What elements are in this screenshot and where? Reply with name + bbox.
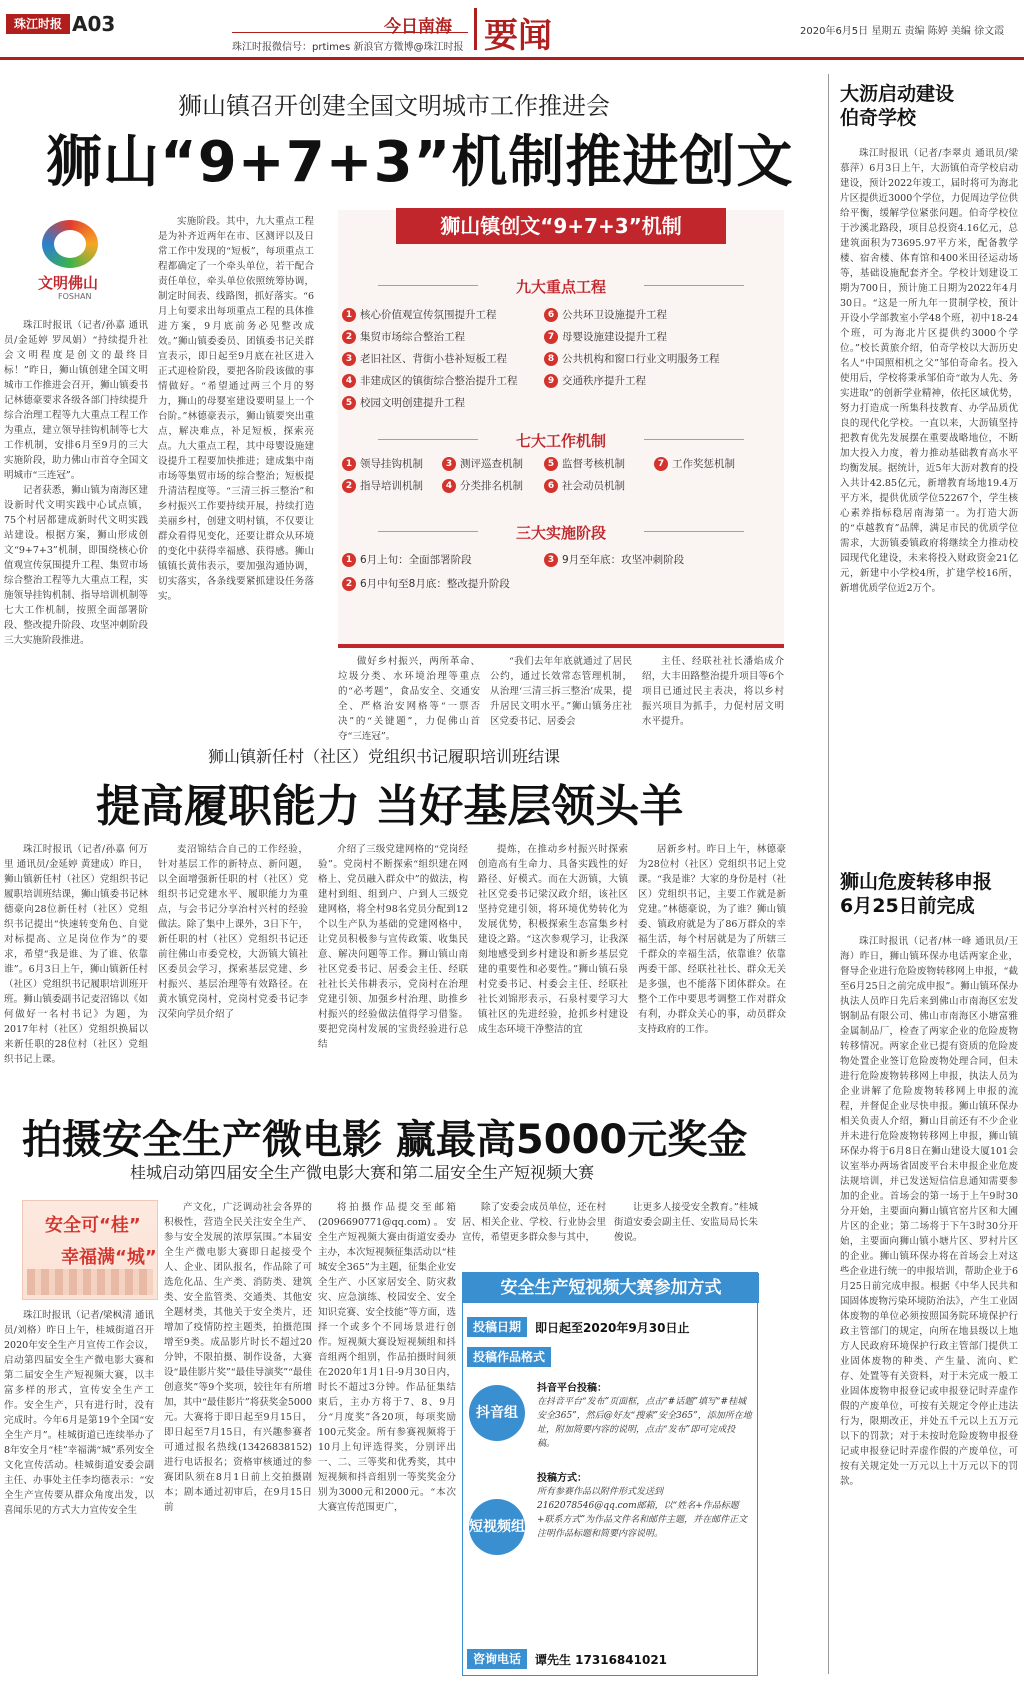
format-tag: 投稿作品格式 [467,1347,551,1367]
list-item: 7 母婴设施建设提升工程 [544,329,667,344]
article1-column-1: 珠江时报讯（记者/孙嘉 通讯员/金延婷 罗凤娟）“持续提升社会文明程度是创文的最终目标！”昨日，狮山镇创建全国文明城市工作推进会召开，狮山镇委书记林德豪要求各级各部门持续提升综合治理工程等九大重点工程工作为重点，建立领导挂钩机制等七大工作机制，安排6月至9月的三大实施阶段，助力佛山市首夺全国文明城市“三连冠”。 记者获悉，狮山镇为南海区建设新时代文明实践中心试点镇，75个村居都建成新时代文明实践站建设。根据方案，狮山形成创文“9+7+3”机制，即围绕核心价值观宣传氛围提升工程、集贸市场综合整治工程等九大重点工程，实施领导挂钩机制、指导培训机制等七大工作机制，按照全面部署阶段、整改提升阶段、攻坚冲刺阶段三大实施阶段推进。 [4,320,148,646]
infographic-title: 狮山镇创文“9+7+3”机制 [396,208,726,244]
list-item: 6 公共环卫设施提升工程 [544,307,667,322]
short-video-group-badge: 短视频组 [469,1499,525,1555]
article3-column-4: 除了安委会成员单位，还在村居、相关企业、学校、行业协会里宣传，希望更多群众参与其中， [462,1202,606,1243]
swirl-icon [42,220,98,268]
right-article1-headline-2: 伯奇学校 [840,107,917,129]
article2-column-5: 居新乡村。昨日上午，林德豪为28位村（社区）党组织书记上党课。“我是谁？大家的身份是村（社区）党组织书记，主要工作就是新党建。”林德豪说，为了谁？狮山镇委、镇政府就是为了86万群众的幸福生活，每个村居就是为了所辖三千群众的幸福生活，依靠谁？依靠两委干部、经联社社长、群众无关是多强，也不能落下团体群众。在整个工作中要思考调整工作对群众有利，办群众关心的事，动员群众支持政府的工作。 [638,844,786,1035]
list-item: 3 老旧社区、背街小巷补短板工程 [342,351,507,366]
paper-logo: 珠江时报 [6,14,70,34]
right-article1-body: 珠江时报讯（记者/李翠贞 通讯员/梁慕萍）6月3日上午，大沥镇伯奇学校启动建设，预计2022年竣工，届时将可为海北片区提供近3000个学位，力促周边学位供给平衡，缓解学位紧张问题。伯奇学校位于沙溪北路段，项目总投资4.16亿元，总建筑面积为73695.97平方米，配备教学楼、宿舍楼、体育馆和400米田径运动场等，基础设施配套齐全。学校计划建设工期为700日，预计施工日期为2022年4月30日。“这是一所九年一贯制学校，预计开设小学部教室小学48个班，初中18-24个班，可为海北片区提供约3000个学位。”校长黄旅介绍，伯奇学校以大沥历史名人“中国照相机之父”邹伯奇命名。投入使用后，学校将秉承邹伯奇“敢为人先、务实进取”的创新学业精神，依托区域优势，努力打造成一所集科技教育、办学品质优良的现代化学校。一直以来，大沥镇坚持把教育优先发展摆在重要战略地位，不断加大投入力度，着力推动基础教育高水平均衡发展。据统计，近5年大沥对教育的投入共计42.85亿元，新增教育场地19.4万平方米，提供优质学位52267个，学生核心素养指标稳居南海第一。为打造大沥的“卓越教育”品牌，满足市民的优质学位需求，大沥镇委镇政府将继续全力推动校园现代化建设，未来将投入财政资金21亿元，新建中小学校4所，扩建学校16所，新增优质学位近2万个。 [840,148,1018,594]
social-info: 珠江时报微信号：prtimes 新浪官方微博@珠江时报 [232,42,464,53]
list-item: 2 指导培训机制 [342,478,423,493]
article2-subtitle: 狮山镇新任村（社区）党组织书记履职培训班结课 [208,747,561,766]
article2-column-4: 提炼，在推动乡村振兴时探索创造高有生命力、具备实践性的好路径、好模式。而在大沥镇，大镇社区党委书记梁汉政介绍，该社区坚持党建引领，将环境优势转化为发展优势，积极探索生态富集乡村建设之路。“这次参观学习，让我深刻地感受到乡村建设和新乡基层党建的重要性和必要性。”狮山镇石泉村党委书记、村委会主任、经联社社长刘锦形表示，石泉村要学习大镇社区的先进经验，抢抓乡村建设成生态环境干净整洁的宜 [478,844,628,1035]
list-item: 3 9月至年底：攻坚冲刺阶段 [544,552,684,567]
article3-column-2: 产文化，广泛调动社会各界的积极性，营造全民关注安全生产、参与安全发展的浓厚氛围。”本届安全生产微电影大赛即日起接受个人、企业、团队报名，作品除了可选危化品、生产类、消防类、建筑类、安全监管类、交通类、其他安全题材类，其他关于安全类片，还增加了疫情防控主题类，拍摄范围增至9类。成品影片时长不超过20分钟，不限拍摄、制作设备，大赛设“最佳影片奖”“最佳导演奖”“最佳创意奖”等9个奖项，较往年有所增加，其中“最佳影片”将获奖金5000元。大赛将于即日起至9月15日，即日起至7月15日，有兴趣参赛者可通过报名热线(13426838152)进行电话报名；资格审核通过的参赛团队须在8月1日前上交拍摄剧本；剧本通过初审后，在9月15日前 [164,1202,312,1513]
article1-column-4: “我们去年年底就通过了居民公约，通过长效常态管理机制，从治理‘三清三拆三整治’成果，提升居民文明水平。”狮山镇务庄社区党委书记、居委会 [490,656,632,727]
list-item: 7 工作奖惩机制 [654,456,735,471]
civilized-foshan-logo [20,220,120,310]
douyin-instructions: 在抖音平台“发布”页面框，点击“#话题”填写“#桂城安全365”，然后@好友“搜索”安全365”，添加所在地址，附加简要内容的说明，点击“发布”即可完成投稿。 [537,1397,752,1449]
city-skyline-icon [27,1269,153,1295]
section-seven-title: 七大工作机制 [515,432,606,450]
date-value: 即日起至2020年9月30日止 [535,1321,690,1335]
section-nine-title: 九大重点工程 [515,278,606,296]
article1-subtitle: 狮山镇召开创建全国文明城市工作推进会 [178,92,610,120]
list-item: 6 社会动员机制 [544,478,625,493]
logo-text: 文明佛山 [38,274,99,292]
list-item: 4 非建成区的镇街综合整治提升工程 [342,373,518,388]
article2-column-3: 介绍了三级党建网格的“党岗经验”。党岗村不断探索“组织建在网格上、党员融入群众中”的做法，构建村到组、组到户、户到人三级党建网格，将全村98名党员分配到12个以生产队为基础的党建网格中，让党员积极参与宣传政策、收集民意、解决问题等工作。狮山镇山南社区党委书记、居委会主任、经联社社长关伟耕表示，党岗村在治理党建引领、加强乡村治理、助推乡村振兴的经验做法值得学习借鉴。要把党岗村发展的宝贵经验进行总结 [318,844,468,1050]
article1-column-2: 实施阶段。其中，九大重点工程是为补齐近两年在市、区测评以及日常工作中发现的“短板”，每项重点工程都确定了一个牵头单位，若干配合责任单位，牵头单位依照统筹协调，制定时间表、线路图，抓好落实。“6月上旬要求出每项重点工程的具体推进方案，9月底前务必见整改成效。”狮山镇委委员、团镇委书记关群宣表示，即日起至9月底在社区进入正式迎检阶段，要把各阶段该做的事情做好。“希望通过两三个月的努力，狮山的母婴室建设要明显上一个台阶。”林德豪表示，狮山镇要突出重点，解决难点，补足短板，探索亮点。九大重点工程，其中母婴设施建设提升工程要加快推进；建成集中南市场等集贸市场的综合整治；短板提升清洁程度等。“三清三拆三整治”和乡村振兴工作要持续开展，持续打造美丽乡村，创建文明村镇，不仅要让群众看得见变化，还要让群众从环境的变化中获得幸福感、获得感。狮山镇镇长黄伟表示，要加强沟通协调，切实落实，各条线要紧抓建设任务落实。 [158,216,314,602]
divider [378,531,478,532]
page-number: A03 [72,12,116,36]
section-three-title: 三大实施阶段 [515,524,606,542]
poster-text-1: 安全可“桂” [45,1215,141,1236]
divider [644,285,744,286]
article3-headline: 拍摄安全生产微电影 赢最高5000元奖金 [22,1117,748,1163]
article3-column-1: 珠江时报讯（记者/梁枫清 通讯员/刘格）昨日上午，桂城街道召开2020年安全生产月宣传工作会议，启动第四届安全生产微电影大赛和第二届安全生产短视频大赛，以丰富多样的形式，宣传安全生产工作。安全生产，只有进行时，没有完成时。今年6月是第19个全国“安全生产月”。桂城街道已连续举办了8年安全月“桂”幸福满“城”系列安全文化宣传活动。桂城街道安委会副主任、办事处主任李均德表示：“安全生产宣传要从群众角度出发，以喜闻乐见的方式大力宣传安全生 [4,1310,154,1516]
date-tag: 投稿日期 [467,1317,527,1337]
mail-instructions: 所有参赛作品以附件形式发送到2162078546@qq.com邮箱，以“姓名+作品标题+联系方式”为作品文件名和邮件主题，并在邮件正文注明作品标题和简要内容说明。 [537,1487,748,1539]
phone-value: 谭先生 17316841021 [535,1653,668,1667]
list-item: 9 交通秩序提升工程 [544,373,646,388]
section-divider [474,8,477,50]
article3-column-5: 让更多人接受安全教育。”桂城街道安委会副主任、安监局局长朱俊说。 [614,1202,758,1243]
article2-column-1: 珠江时报讯（记者/孙嘉 何万里 通讯员/金延婷 黄建成）昨日，狮山镇新任村（社区）党组织书记履职培训班结课，狮山镇委书记林德豪向28位新任村（社区）党组织书记提出“快速转变角色、自觉对标提高、立足岗位作为”的要求，希望“我是谁、为了谁、依靠谁”。6月3日上午，狮山镇新任村（社区）党组织书记履职培训班开班。狮山镇委副书记麦沼锦以《如何做好一名村书记》为题，为2017年村（社区）党组织换届以来新任职的28位村（社区）党组织书记上课。 [4,844,148,1065]
divider [378,285,478,286]
list-item: 5 校园文明创建提升工程 [342,395,465,410]
safety-campaign-poster [22,1200,158,1300]
article2-headline: 提高履职能力 当好基层领头羊 [96,781,684,832]
right-article1-headline-1: 大沥启动建设 [840,83,955,105]
divider [378,439,478,440]
mail-label: 投稿方式： [537,1473,587,1484]
contest-title: 安全生产短视频大赛参加方式 [463,1273,759,1303]
right-article2-headline-1: 狮山危废转移申报 [840,871,993,893]
article1-column-5: 主任、经联社社长潘焰成介绍，大丰田路整治提升项目等6个项目已通过民主表决，将以乡村振兴项目为抓手，力促村居文明水平提升。 [642,656,784,727]
divider [644,439,744,440]
list-item: 1 核心价值观宣传氛围提升工程 [342,307,497,322]
mechanism-infographic [338,210,784,648]
list-item: 5 监督考核机制 [544,456,625,471]
section-name: 今日南海 [384,17,452,37]
section-title: 要闻 [484,16,552,56]
article1-headline: 狮山“9+7+3”机制推进创文 [46,130,794,195]
douyin-label: 抖音平台投稿： [537,1383,607,1394]
douyin-group-badge: 抖音组 [469,1385,525,1441]
issue-date: 2020年6月5日 星期五 责编 陈婷 美编 徐文霞 [800,26,1005,37]
list-item: 1 领导挂钩机制 [342,456,423,471]
contest-info-box [462,1272,758,1676]
article3-column-3: 将拍摄作品提交至邮箱(2096690771@qq.com)。安全生产短视频大赛由街道安委办主办，本次短视频征集活动以“桂城安全365”为主题，征集企业安全生产、小区家居安全、防灾救灾、应急演练、校园安全、安全知识竞赛、安全技能”等方面，选择一个或多个不同场景进行创作。短视频大赛设短视频组和抖音组两个组别，作品拍摄时间须在2020年1月1日-9月30日内，时长不超过3分钟。作品征集结束后，主办方将于7、8、9月分“月度奖”各20项，每项奖励100元奖金。所有参赛视频将于10月上旬评选得奖，分别评出一、二、三等奖和优秀奖，其中短视频和抖音组别一等奖奖金分别为3000元和2000元。“本次大赛宣传范围更广， [318,1202,456,1513]
list-item: 4 分类排名机制 [442,478,523,493]
article2-column-2: 麦沼锦结合自己的工作经验，针对基层工作的新特点、新问题，以全面增强新任职的村（社区）党组织书记党建水平、履职能力为重点，与会书记分享治村兴村的经验做法。除了集中上课外，3日下午，新任职的村（社区）党组织书记还前往佛山市委党校，大沥镇大镇社区委员会学习，探索基层党建、乡村振兴、基层治理等有效路径。在黄水镇党岗村，党岗村党委书记李汉荣向学员介绍了 [158,844,308,1020]
article3-subtitle: 桂城启动第四届安全生产微电影大赛和第二届安全生产短视频大赛 [130,1163,595,1182]
list-item: 2 集贸市场综合整治工程 [342,329,465,344]
list-item: 3 测评巡查机制 [442,456,523,471]
phone-tag: 咨询电话 [467,1649,527,1669]
masthead [0,0,1024,60]
divider [644,531,744,532]
list-item: 1 6月上旬：全面部署阶段 [342,552,472,567]
poster-text-2: 幸福满“城” [61,1247,157,1268]
article1-column-3: 做好乡村振兴，两所革命、垃圾分类、水环境治理等重点的“必考题”，食品安全、交通安全、严格治安网格等“一票否决”的“关键题”，力促佛山首夺“三连冠”。 [338,656,480,742]
right-article2-body: 珠江时报讯（记者/林一峰 通讯员/王海）昨日，狮山镇环保办电话两家企业，督导企业进行危险废物转移网上申报，“截至6月25日之前完成申报”。狮山镇环保办执法人员昨日先后来到佛山市南海区宏发钢制品有限公司、佛山市南海区小塘富雅金属制品厂，检查了两家企业的危险废物转移情况。两家企业已提有资质的危险废物处置企业签订危险废物处理合同，但未进行危险废物转移网上申报，执法人员为企业讲解了危险废物转移网上申报的流程，并督促企业尽快申报。狮山镇环保办相关负责人介绍，狮山目前还有不少企业并未进行危险废物转移网上申报，狮山镇环保办将于6月8日在狮山建设大厦101会议室举办两场省固废平台未申报企业危废法规培训，并已发送短信信息通知需要参加的企业。首场会的第一场于上午9时30分开始，主要面向狮山镇官窑片区和大圃片区的企业；第二场将于下午3时30分开始，主要面向狮山镇小塘片区、罗村片区的企业。狮山镇环保办将在首场会上对这些企业进行统一的申报培训，帮助企业于6月25日前完成申报。根据《中华人民共和国固体废物污染环境防治法》，产生工业固体废物的单位必须按照国务院环境保护行政主管部门的规定，向所在地县级以上地方人民政府环境保护行政主管部门提供工业固体废物的种类、产生量、流向、贮存、处置等有关资料，对于未完成一般工业固体废物申报登记或申报登记时弄虚作假的产废单位，可按有关规定令停止违法行为，限期改正，并处五千元以上五万元以下的罚款；对于未按时危险废物申报登记或申报登记时弄虚作假的产废单位，可按有关规定处一万元以上十万元以下的罚款。 [840,936,1018,1487]
list-item: 8 公共机构和窗口行业文明服务工程 [544,351,720,366]
list-item: 2 6月中旬至8月底：整改提升阶段 [342,576,510,591]
right-article2-headline-2: 6月25日前完成 [840,895,975,917]
column-rule [828,74,829,1674]
logo-subtext: FOSHAN [58,292,92,301]
